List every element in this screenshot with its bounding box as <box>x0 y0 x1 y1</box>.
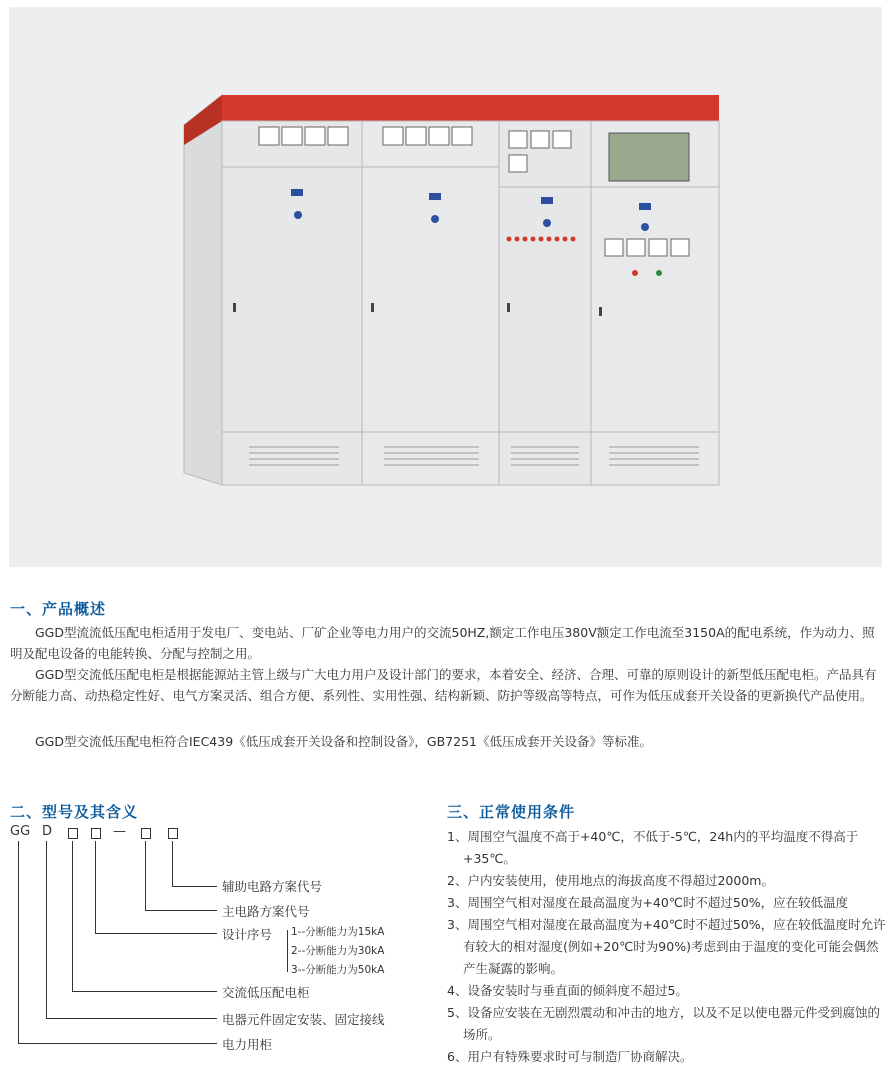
list-item: 3、周围空气相对湿度在最高温度为+40℃时不超过50%，应在较低温度时允许有较大的相对湿度(例如+20℃时为90%)考虑到由于温度的变化可能会偶然产生凝露的影响。 <box>447 917 886 976</box>
label-fixed-install: 电器元件固定安装、固定接线 <box>222 1012 385 1027</box>
code-gg: GG <box>10 824 31 839</box>
section3-title: 三、正常使用条件 <box>447 803 576 821</box>
section1-paragraph-2: GGD型交流低压配电柜是根据能源站主管上级与广大电力用户及设计部门的要求，本着安全、经济、合理、可靠的原则设计的新型低压配电柜。产品具有分断能力高、动热稳定性好、电气方案灵活、组合方便、系列性、实用性强、结构新颖、防护等级高等特点，可作为低压成套开关设备的更新换代产品使用。 <box>10 667 877 703</box>
connector-line <box>172 886 217 887</box>
design-option-2: 2--分断能力为30kA <box>291 945 385 957</box>
section1-paragraph-1: GGD型流流低压配电柜适用于发电厂、变电站、厂矿企业等电力用户的交流50HZ,额定工作电压380V额定工作电流至3150A的配电系统，作为动力、照明及配电设备的电能转换、分配与控制之用。 <box>10 625 875 661</box>
label-main-circuit: 主电路方案代号 <box>222 904 310 919</box>
switchgear-cabinet-image <box>9 7 882 567</box>
code-box <box>91 828 101 839</box>
code-dash: — <box>113 824 126 839</box>
label-power-cabinet: 电力用柜 <box>222 1037 273 1052</box>
connector-line <box>72 991 217 992</box>
list-item: 3、周围空气相对湿度在最高温度为+40℃时不超过50%，应在较低温度 <box>447 895 849 910</box>
list-item: 5、设备应安装在无剧烈震动和冲击的地方，以及不足以使电器元件受到腐蚀的场所。 <box>447 1005 880 1042</box>
code-box <box>141 828 151 839</box>
connector-line <box>46 841 47 1019</box>
connector-line <box>18 1043 217 1044</box>
list-item: 1、周围空气温度不高于+40℃，不低于-5℃，24h内的平均温度不得高于+35℃。 <box>447 829 859 866</box>
bracket-line <box>287 930 288 972</box>
connector-line <box>172 841 173 887</box>
design-option-3: 3--分断能力为50kA <box>291 964 385 976</box>
connector-line <box>145 910 217 911</box>
list-item: 2、户内安装使用，使用地点的海拔高度不得超过2000m。 <box>447 873 774 888</box>
code-d: D <box>42 824 53 839</box>
list-item: 4、设备安装时与垂直面的倾斜度不超过5。 <box>447 983 688 998</box>
connector-line <box>18 841 19 1044</box>
label-design-number: 设计序号 <box>222 927 273 942</box>
connector-line <box>95 841 96 934</box>
design-option-1: 1--分断能力为15kA <box>291 926 385 938</box>
connector-line <box>46 1018 217 1019</box>
section1-paragraph-3: GGD型交流低压配电柜符合IEC439《低压成套开关设备和控制设备》，GB7251《低压成套开关设备》等标准。 <box>35 734 652 749</box>
connector-line <box>72 841 73 992</box>
label-ac-cabinet: 交流低压配电柜 <box>222 985 310 1000</box>
conditions-list <box>447 826 887 1068</box>
connector-line <box>95 933 217 934</box>
connector-line <box>145 841 146 911</box>
section2-title: 二、型号及其含义 <box>10 803 139 821</box>
section1-title: 一、产品概述 <box>10 600 107 618</box>
code-box <box>68 828 78 839</box>
product-photo <box>9 7 882 567</box>
code-box <box>168 828 178 839</box>
label-aux-circuit: 辅助电路方案代号 <box>222 879 323 894</box>
list-item: 6、用户有特殊要求时可与制造厂协商解决。 <box>447 1049 693 1064</box>
